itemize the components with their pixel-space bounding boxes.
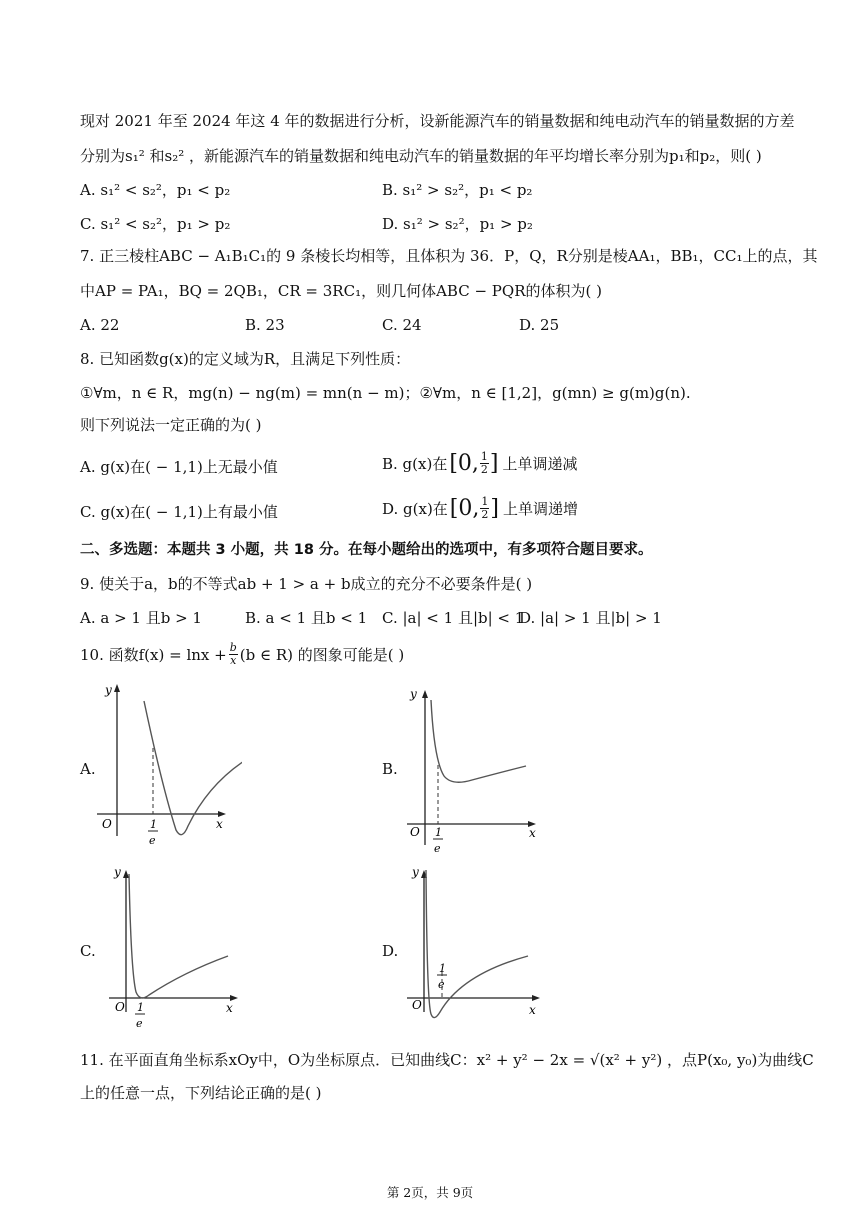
q6-option-d: D. s₁² > s₂²，p₁ > p₂ [382, 215, 533, 233]
q10-label-a: A. [80, 760, 96, 778]
q8-stem-line3: 则下列说法一定正确的为( ) [80, 416, 262, 434]
function-curve [129, 874, 228, 998]
q7-stem-line2: 中AP = PA₁，BQ = 2QB₁，CR = 3RC₁，则几何体ABC − PQR的体积为( ) [80, 282, 602, 300]
q7-option-d: D. 25 [519, 316, 560, 334]
q7-stem-line1: 7. 正三棱柱ABC − A₁B₁C₁的 9 条棱长均相等，且体积为 36．P，Q，R分别是棱AA₁，BB₁，CC₁上的点，其 [80, 247, 818, 265]
fraction-numerator: 1 [480, 450, 488, 463]
q8-option-b-interval-close: ] [489, 450, 499, 476]
q6-stem-line2: 分别为s₁² 和s₂² ，新能源汽车的销量数据和纯电动汽车的销量数据的年平均增长率分别为p₁和p₂，则( ) [80, 147, 762, 165]
x-label: x [226, 1001, 233, 1015]
q9-option-b: B. a < 1 且b < 1 [245, 609, 368, 627]
section-heading-multi-choice: 二、多选题：本题共 3 小题，共 18 分。在每小题给出的选项中，有多项符合题目要求。 [80, 542, 653, 558]
y-label: y [114, 865, 121, 879]
tick-denominator: e [136, 1017, 143, 1030]
q10-stem-fraction [229, 642, 238, 667]
fraction-numerator: b [229, 641, 237, 654]
tick-numerator: 1 [137, 1001, 144, 1014]
q10-stem-suffix: (b ∈ R) 的图象可能是( ) [239, 645, 405, 664]
q8-option-b-fraction [480, 451, 489, 476]
q8-option-b-prefix: B. g(x)在 [382, 454, 448, 473]
q8-option-b [382, 451, 578, 476]
origin-label: O [410, 825, 420, 839]
fraction-denominator: 2 [480, 463, 488, 476]
fraction-denominator: x [230, 654, 237, 667]
origin-label: O [412, 998, 422, 1012]
q8-stem-line2: ①∀m，n ∈ R，mg(n) − ng(m) = mn(n − m)；②∀m，n ∈ [1,2]，g(mn) ≥ g(m)g(n). [80, 384, 691, 402]
q10-graph-a [92, 676, 242, 856]
origin-label: O [102, 817, 112, 831]
y-axis-arrow-icon [422, 690, 428, 698]
q8-option-d-prefix: D. g(x)在 [382, 499, 448, 518]
y-label: y [410, 687, 417, 701]
q10-stem [80, 642, 404, 667]
q7-option-a: A. 22 [80, 316, 120, 334]
q7-option-b: B. 23 [245, 316, 285, 334]
q6-option-b: B. s₁² > s₂²，p₁ < p₂ [382, 181, 533, 199]
tick-numerator: 1 [435, 826, 442, 839]
q8-option-d-interval-open: [0, [449, 495, 480, 521]
page-footer: 第 2页，共 9页 [386, 1185, 474, 1200]
q9-option-d: D. |a| > 1 且|b| > 1 [519, 609, 662, 627]
q11-stem-line1: 11. 在平面直角坐标系xOy中，O为坐标原点．已知曲线C：x² + y² − 2x = √(x² + y²) ，点P(x₀, y₀)为曲线C [80, 1051, 814, 1069]
origin-label: O [115, 1000, 125, 1014]
q7-option-c: C. 24 [382, 316, 422, 334]
q9-option-a: A. a > 1 且b > 1 [80, 609, 202, 627]
q8-option-d [382, 496, 578, 521]
q6-option-a: A. s₁² < s₂²，p₁ < p₂ [80, 181, 231, 199]
y-label: y [105, 683, 112, 697]
tick-denominator: e [434, 842, 441, 855]
x-axis-arrow-icon [532, 995, 540, 1001]
q10-graph-c [104, 862, 249, 1037]
y-axis-arrow-icon [114, 684, 120, 692]
q10-label-d: D. [382, 942, 399, 960]
fraction-denominator: 2 [481, 508, 489, 521]
q8-option-d-fraction [480, 496, 489, 521]
q10-graph-b [402, 680, 547, 860]
y-axis-arrow-icon [123, 870, 129, 878]
q8-option-c: C. g(x)在( − 1,1)上有最小值 [80, 503, 278, 521]
q10-stem-prefix: 10. 函数f(x) = lnx + [80, 645, 227, 664]
q8-option-d-suffix: 上单调递增 [502, 499, 578, 518]
q8-option-a: A. g(x)在( − 1,1)上无最小值 [80, 458, 278, 476]
fraction-numerator: 1 [481, 495, 489, 508]
q10-graph-d [402, 862, 547, 1037]
q8-option-b-suffix: 上单调递减 [502, 454, 578, 473]
function-curve [426, 870, 528, 1018]
q10-label-b: B. [382, 760, 398, 778]
tick-numerator: 1 [150, 818, 157, 831]
q8-option-d-interval-close: ] [490, 495, 499, 521]
x-label: x [529, 826, 536, 840]
q8-stem-line1: 8. 已知函数g(x)的定义域为R，且满足下列性质： [80, 350, 411, 368]
x-label: x [529, 1003, 536, 1017]
q10-label-c: C. [80, 942, 96, 960]
q6-stem-line1: 现对 2021 年至 2024 年这 4 年的数据进行分析，设新能源汽车的销量数据和纯电动汽车的销量数据的方差 [80, 112, 795, 130]
q11-stem-line2: 上的任意一点，下列结论正确的是( ) [80, 1084, 322, 1102]
tick-denominator: e [149, 834, 156, 847]
q9-stem: 9. 使关于a，b的不等式ab + 1 > a + b成立的充分不必要条件是( ) [80, 575, 533, 593]
x-label: x [216, 817, 223, 831]
tick-numerator: 1 [439, 962, 446, 975]
q6-option-c: C. s₁² < s₂²，p₁ > p₂ [80, 215, 231, 233]
q8-option-b-interval-open: [0, [449, 450, 479, 476]
tick-denominator: e [438, 978, 445, 991]
y-label: y [412, 865, 419, 879]
function-curve [431, 700, 526, 782]
q9-option-c: C. |a| < 1 且|b| < 1 [382, 609, 525, 627]
